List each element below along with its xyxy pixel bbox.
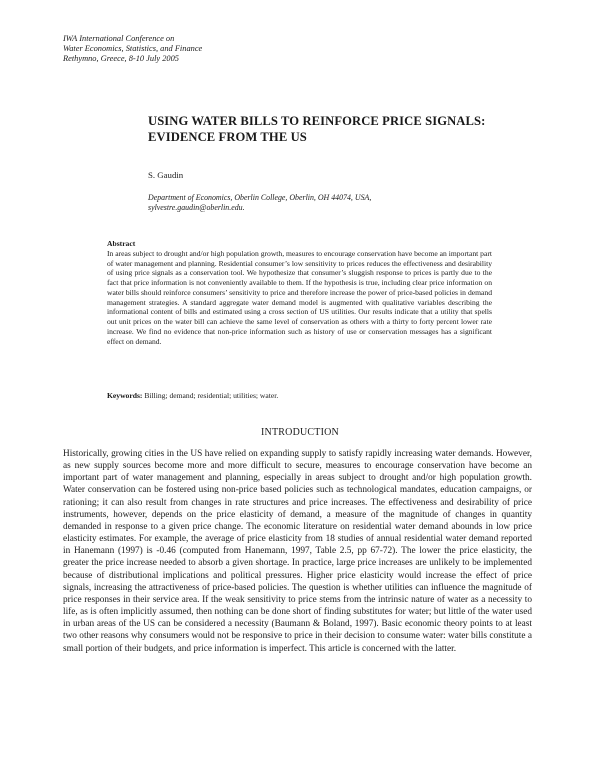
abstract-section <box>107 239 492 346</box>
author-affiliation <box>148 193 508 213</box>
conference-line: Rethymno, Greece, 8-10 July 2005 <box>63 54 179 64</box>
author-name: S. Gaudin <box>148 170 184 180</box>
title-line: EVIDENCE FROM THE US <box>148 129 307 144</box>
title-line: USING WATER BILLS TO REINFORCE PRICE SIGNALS: <box>148 114 486 128</box>
keywords-text: Billing; demand; residential; utilities; water. <box>144 391 279 400</box>
introduction-heading: INTRODUCTION <box>261 427 339 438</box>
abstract-text: In areas subject to drought and/or high population growth, measures to encourage conservation have become an important part of water management and planning. Residential consumer’s low sensitivity to prices reduces the effectiveness and desirability of using price signals as a conservation tool. We hypothesize that consumer’s sluggish response to prices is partly due to the fact that price information is not conveniently available to them. If the hypothesis is true, including clear price information on water bills should reinforce consumers’ sensitivity to price and therefore increase the power of price-based policies in demand management strategies. A standard aggregate water demand model is augmented with qualitative variables describing the informational content of bills and estimated using a cross section of US utilities. Our results indicate that a utility that spells out unit prices on the water bill can achieve the same level of conservation as others with a thirty to forty percent lower rate increase. We find no evidence that non-price information such as history of use or conservation messages has a significant effect on demand. <box>107 248 492 346</box>
conference-line: Water Economics, Statistics, and Finance <box>63 44 203 54</box>
abstract-heading: Abstract <box>107 239 136 248</box>
paper-title <box>148 114 528 145</box>
affiliation-email: sylvestre.gaudin@oberlin.edu. <box>148 203 245 212</box>
conference-line: IWA International Conference on <box>63 34 175 43</box>
introduction-paragraph: Historically, growing cities in the US have relied on expanding supply to satisfy rapidly increasing water demands. However, as new supply sources become more and more difficult to secure, measures to encourage conservation have become an important part of water management and planning, especially in areas subject to drought and/or high population growth. Water conservation can be fostered using non-price based policies such as technological mandates, education campaigns, or rationing; it can also result from changes in rate structures and price increases. The effectiveness and desirability of price instruments, however, depends on the price elasticity of demand, a measure of the magnitude of changes in quantity demanded in response to a given price change. The economic literature on residential water demand abounds in low price elasticity estimates. For example, the average of price elasticity from 18 studies of annual residential water demand reported in Hanemann (1997) is -0.46 (computed from Hanemann, 1997, Table 2.5, pp 67-72). The lower the price elasticity, the greater the price increase needed to absorb a given shortage. In practice, large price increases are unlikely to be implemented because of distributional implications and political pressures. Higher price elasticity would increase the effect of price signals, increasing the attractiveness of price-based policies. The question is whether utilities can influence the magnitude of price responses in their service area. If the weak sensitivity to price stems from the intrinsic nature of water as a necessity to life, as is often implicitly assumed, then nothing can be done short of finding substitutes for water; but little of the water used in urban areas of the US can be considered a necessity (Baumann & Boland, 1997). Basic economic theory points to at least two other reasons why consumers would not be responsive to price in their decision to consume water: water bills constitute a small portion of their budgets, and price information is imperfect. This article is concerned with the latter. <box>63 449 532 654</box>
conference-header <box>63 34 202 65</box>
affiliation-line: Department of Economics, Oberlin College, Oberlin, OH 44074, USA, <box>148 193 372 202</box>
keywords-label: Keywords: <box>107 391 143 400</box>
keywords-line <box>107 391 492 400</box>
